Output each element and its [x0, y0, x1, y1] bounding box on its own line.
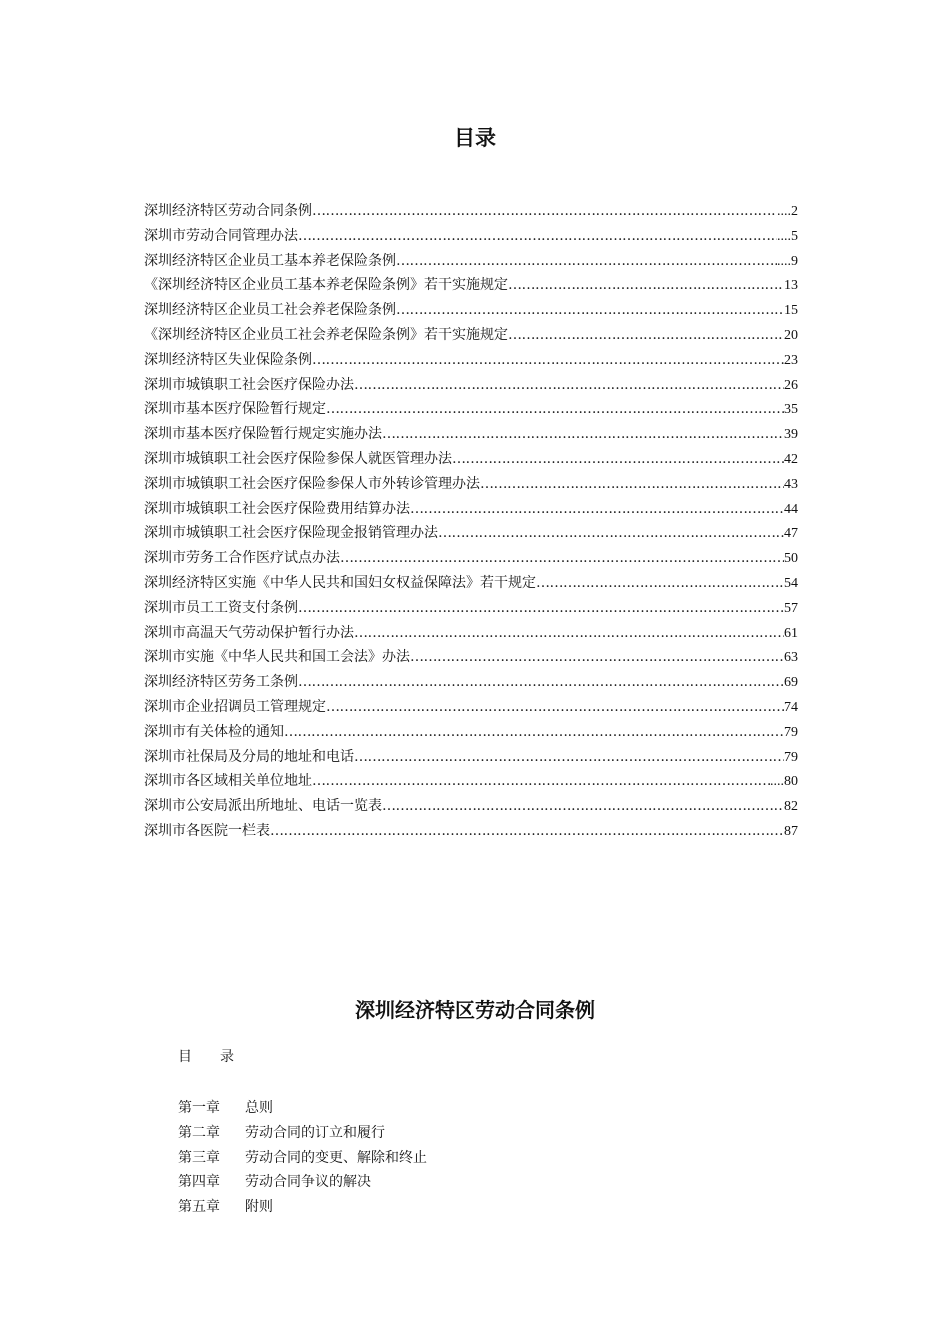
toc-entry[interactable] [144, 596, 798, 621]
toc-entry-label: 深圳市城镇职工社会医疗保险费用结算办法 [144, 500, 410, 517]
toc-leader-dots [312, 199, 777, 224]
toc-list [144, 199, 798, 844]
toc-entry[interactable] [144, 695, 798, 720]
toc-entry[interactable] [144, 472, 798, 497]
toc-entry[interactable] [144, 199, 798, 224]
toc-entry-page: 15 [784, 303, 798, 319]
toc-entry[interactable] [144, 348, 798, 373]
toc-entry-page: 26 [784, 377, 798, 393]
toc-entry[interactable] [144, 621, 798, 646]
toc-entry-page: 47 [784, 526, 798, 542]
toc-entry-page: ....80 [770, 774, 798, 790]
toc-entry-page: 42 [784, 451, 798, 467]
toc-entry-page: 74 [784, 699, 798, 715]
chapter-number: 第四章 [178, 1174, 220, 1191]
toc-entry-label: 深圳市城镇职工社会医疗保险参保人市外转诊管理办法 [144, 475, 480, 492]
toc-leader-dots [480, 472, 784, 497]
chapter-number: 第五章 [178, 1199, 220, 1216]
toc-entry-label: 《深圳经济特区企业员工社会养老保险条例》若干实施规定 [144, 326, 508, 343]
toc-leader-dots [354, 745, 784, 770]
toc-entry-label: 深圳市城镇职工社会医疗保险参保人就医管理办法 [144, 450, 452, 467]
toc-entry[interactable] [144, 422, 798, 447]
toc-entry[interactable] [144, 323, 798, 348]
toc-entry-page: 20 [784, 327, 798, 343]
toc-entry-label: 深圳市城镇职工社会医疗保险现金报销管理办法 [144, 525, 438, 542]
document-title: 深圳经济特区劳动合同条例 [355, 998, 595, 1022]
toc-leader-dots [396, 249, 777, 274]
toc-entry-page: 35 [784, 402, 798, 418]
toc-leader-dots [508, 273, 784, 298]
toc-entry[interactable] [144, 645, 798, 670]
chapter-title: 劳动合同争议的解决 [245, 1174, 371, 1191]
chapter-title: 劳动合同的订立和履行 [245, 1124, 385, 1141]
toc-entry[interactable] [144, 521, 798, 546]
toc-entry-page: 44 [784, 501, 798, 517]
toc-entry-label: 深圳经济特区企业员工基本养老保险条例 [144, 252, 396, 269]
toc-entry-label: 深圳市公安局派出所地址、电话一览表 [144, 798, 382, 815]
chapter-title: 劳动合同的变更、解除和终止 [245, 1149, 427, 1166]
chapter-number: 第三章 [178, 1149, 220, 1166]
chapter-contents-label: 目录 [178, 1049, 262, 1065]
toc-entry-label: 深圳经济特区劳动合同条例 [144, 203, 312, 219]
toc-entry-page: 69 [784, 675, 798, 691]
toc-entry-label: 深圳市城镇职工社会医疗保险办法 [144, 376, 354, 393]
toc-entry[interactable] [144, 497, 798, 522]
toc-entry[interactable] [144, 670, 798, 695]
toc-entry-page: 61 [784, 625, 798, 641]
toc-entry-page: 39 [784, 427, 798, 443]
toc-entry[interactable] [144, 249, 798, 274]
toc-leader-dots [354, 373, 784, 398]
toc-title: 目录 [454, 126, 496, 150]
toc-leader-dots [326, 695, 784, 720]
chapter-title: 附则 [245, 1199, 273, 1216]
toc-entry-label: 深圳市基本医疗保险暂行规定 [144, 401, 326, 418]
chapter-title: 总则 [245, 1100, 273, 1116]
toc-entry-label: 深圳市有关体检的通知 [144, 723, 284, 740]
toc-entry-label: 深圳市员工工资支付条例 [144, 599, 298, 616]
toc-entry-page: ....2 [777, 204, 798, 219]
toc-entry[interactable] [144, 298, 798, 323]
toc-entry-page: 79 [784, 724, 798, 740]
toc-entry-label: 深圳市劳动合同管理办法 [144, 227, 298, 244]
toc-entry-label: 深圳市高温天气劳动保护暂行办法 [144, 624, 354, 641]
toc-leader-dots [284, 720, 784, 745]
toc-entry[interactable] [144, 447, 798, 472]
toc-leader-dots [312, 769, 770, 794]
toc-entry-page: 87 [784, 823, 798, 839]
toc-leader-dots [396, 298, 784, 323]
toc-leader-dots [410, 497, 784, 522]
toc-leader-dots [312, 348, 784, 373]
toc-leader-dots [438, 521, 784, 546]
toc-entry-page: ....5 [777, 228, 798, 244]
chapter-number: 第二章 [178, 1124, 220, 1141]
toc-entry[interactable] [144, 571, 798, 596]
toc-entry[interactable] [144, 794, 798, 819]
toc-entry-page: 63 [784, 650, 798, 666]
toc-entry-label: 深圳市劳务工合作医疗试点办法 [144, 550, 340, 567]
toc-entry-label: 深圳经济特区企业员工社会养老保险条例 [144, 302, 396, 319]
toc-entry[interactable] [144, 397, 798, 422]
toc-entry[interactable] [144, 769, 798, 794]
toc-entry[interactable] [144, 224, 798, 249]
toc-entry-label: 深圳市各医院一栏表 [144, 822, 270, 839]
toc-entry[interactable] [144, 373, 798, 398]
toc-entry[interactable] [144, 546, 798, 571]
chapter-list [178, 1096, 427, 1220]
chapter-item [178, 1170, 427, 1195]
toc-entry-label: 深圳经济特区失业保险条例 [144, 351, 312, 368]
toc-entry[interactable] [144, 819, 798, 844]
chapter-item [178, 1195, 427, 1220]
toc-entry-label: 《深圳经济特区企业员工基本养老保险条例》若干实施规定 [144, 277, 508, 294]
toc-leader-dots [410, 645, 784, 670]
toc-entry-page: 79 [784, 749, 798, 765]
toc-entry-label: 深圳经济特区实施《中华人民共和国妇女权益保障法》若干规定 [144, 574, 536, 591]
chapter-number: 第一章 [178, 1100, 220, 1116]
toc-leader-dots [340, 546, 784, 571]
toc-entry-page: 13 [784, 278, 798, 294]
toc-leader-dots [354, 621, 784, 646]
toc-entry-label: 深圳市基本医疗保险暂行规定实施办法 [144, 426, 382, 443]
toc-leader-dots [326, 397, 784, 422]
toc-entry-page: 54 [784, 575, 798, 591]
toc-entry-label: 深圳市企业招调员工管理规定 [144, 698, 326, 715]
toc-entry-label: 深圳市各区域相关单位地址 [144, 773, 312, 790]
toc-entry-label: 深圳市社保局及分局的地址和电话 [144, 748, 354, 765]
chapter-item [178, 1096, 427, 1121]
toc-entry[interactable] [144, 720, 798, 745]
toc-entry-page: ....9 [777, 253, 798, 269]
toc-leader-dots [382, 794, 784, 819]
toc-entry-page: 82 [784, 799, 798, 815]
toc-entry[interactable] [144, 273, 798, 298]
toc-entry-page: 57 [784, 600, 798, 616]
toc-leader-dots [298, 670, 784, 695]
toc-leader-dots [382, 422, 784, 447]
chapter-item [178, 1121, 427, 1146]
toc-entry-page: 50 [784, 551, 798, 567]
toc-leader-dots [536, 571, 784, 596]
toc-entry[interactable] [144, 745, 798, 770]
chapter-item [178, 1146, 427, 1171]
toc-entry-label: 深圳市实施《中华人民共和国工会法》办法 [144, 649, 410, 666]
toc-entry-page: 23 [784, 352, 798, 368]
toc-leader-dots [298, 596, 784, 621]
toc-leader-dots [298, 224, 777, 249]
toc-leader-dots [452, 447, 784, 472]
toc-leader-dots [270, 819, 784, 844]
toc-leader-dots [508, 323, 784, 348]
toc-entry-label: 深圳经济特区劳务工条例 [144, 674, 298, 691]
toc-entry-page: 43 [784, 476, 798, 492]
